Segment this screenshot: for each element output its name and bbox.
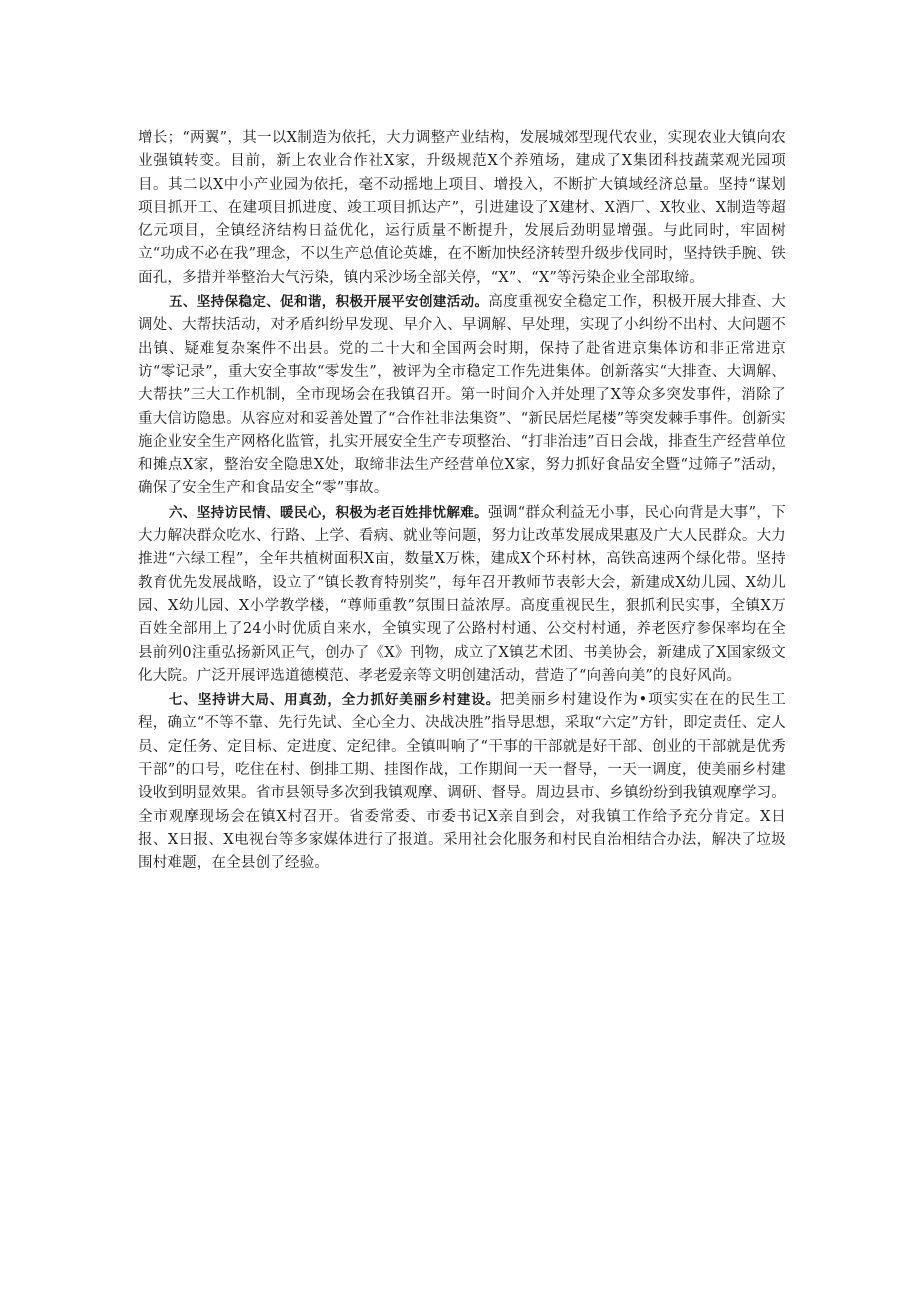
section-heading: 五、坚持保稳定、促和谐，积极开展平安创建活动。: [169, 294, 489, 311]
paragraph-section-six: [138, 502, 786, 688]
paragraph-section-five: [138, 291, 786, 501]
paragraph-text: 增长；“两翼”，其一以X制造为依托，大力调整产业结构，发展城郊型现代农业，实现农业大镇向农业强镇转变。目前，新上农业合作社X家，升级规范X个养殖场，建成了X集团科技蔬菜观光园项目。其二以X中小产业园为依托，毫不动摇地上项目、增投入，不断扩大镇域经济总量。坚持“谋划项目抓开工、在建项目抓进度、竣工项目抓达产”，引进建设了X建材、X酒厂、X牧业、X制造等超亿元项目，全镇经济结构日益优化，运行质量不断提升，发展后劲明显增强。与此同时，牢固树立“功成不必在我”理念，不以生产总值论英雄，在不断加快经济转型升级步伐同时，坚持铁手腕、铁面孔，多措并举整治大气污染，镇内采沙场全部关停，“X”、“X”等污染企业全部取缔。: [138, 130, 786, 286]
document-body: [138, 127, 786, 876]
section-heading: 七、坚持讲大局、用真劲，全力抓好美丽乡村建设。: [169, 692, 501, 709]
paragraph-text: 强调“群众利益无小事，民心向背是大事”，下大力解决群众吃水、行路、上学、看病、就业等问题，努力让改革发展成果惠及广大人民群众。大力推进“六绿工程”，全年共植树面积X亩，数量X万株，建成X个环村林，高铁高速两个绿化带。坚持教育优先发展战略，设立了“镇长教育特别奖”，每年召开教师节表彰大会，新建成X幼儿园、X幼儿园、X幼儿园、X小学教学楼，“尊师重教”氛围日益浓厚。高度重视民生，狠抓利民实事，全镇X万百姓全部用上了24小时优质自来水，全镇实现了公路村村通、公交村村通，养老医疗参保率均在全县前列0注重弘扬新风正气，创办了《X》刊物，成立了X镇艺术团、书美协会，新建成了X国家级文化大院。广泛开展评选道德模范、孝老爱亲等文明创建活动，营造了“向善向美”的良好风尚。: [138, 504, 786, 684]
paragraph-text: 把美丽乡村建设作为•项实实在在的民生工程，确立“不等不靠、先行先试、全心全力、决战决胜”指导思想，采取“六定”方针，即定责任、定人员、定任务、定目标、定进度、定纪律。全镇叫响了“干事的干部就是好干部、创业的干部就是优秀干部”的口号，吃住在村、倒排工期、挂图作战，工作期间一天一督导，一天一调度，使美丽乡村建设收到明显效果。省市县领导多次到我镇观摩、调研、督导。周边县市、乡镇纷纷到我镇观摩学习。全市观摩现场会在镇X村召开。省委常委、市委书记X亲自到会，对我镇工作给予充分肯定。X日报、X日报、X电视台等多家媒体进行了报道。采用社会化服务和村民自治相结合办法，解决了垃圾围村难题，在全县创了经验。: [138, 692, 786, 872]
paragraph-economy-continued: [138, 127, 786, 290]
paragraph-text: 高度重视安全稳定工作，积极开展大排查、大调处、大帮扶活动，对矛盾纠纷早发现、早介入、早调解、早处理，实现了小纠纷不出村、大问题不出镇、疑难复杂案件不出县。党的二十大和全国两会时期，保持了赴省进京集体访和非正常进京访“零记录”，重大安全事故“零发生”，被评为全市稳定工作先进集体。创新落实“大排查、大调解、大帮扶”三大工作机制，全市现场会在我镇召开。第一时间介入并处理了X等众多突发事件，消除了重大信访隐患。从容应对和妥善处置了“合作社非法集资”、“新民居烂尾楼”等突发棘手事件。创新实施企业安全生产网格化监管，扎实开展安全生产专项整治、“打非治违”百日会战，排查生产经营单位和摊点X家，整治安全隐患X处，取缔非法生产经营单位X家，努力抓好食品安全暨“过筛子”活动，确保了安全生产和食品安全“零”事故。: [138, 294, 786, 497]
section-heading: 六、坚持访民情、暖民心，积极为老百姓排忧解难。: [169, 504, 489, 521]
paragraph-section-seven: [138, 689, 786, 875]
